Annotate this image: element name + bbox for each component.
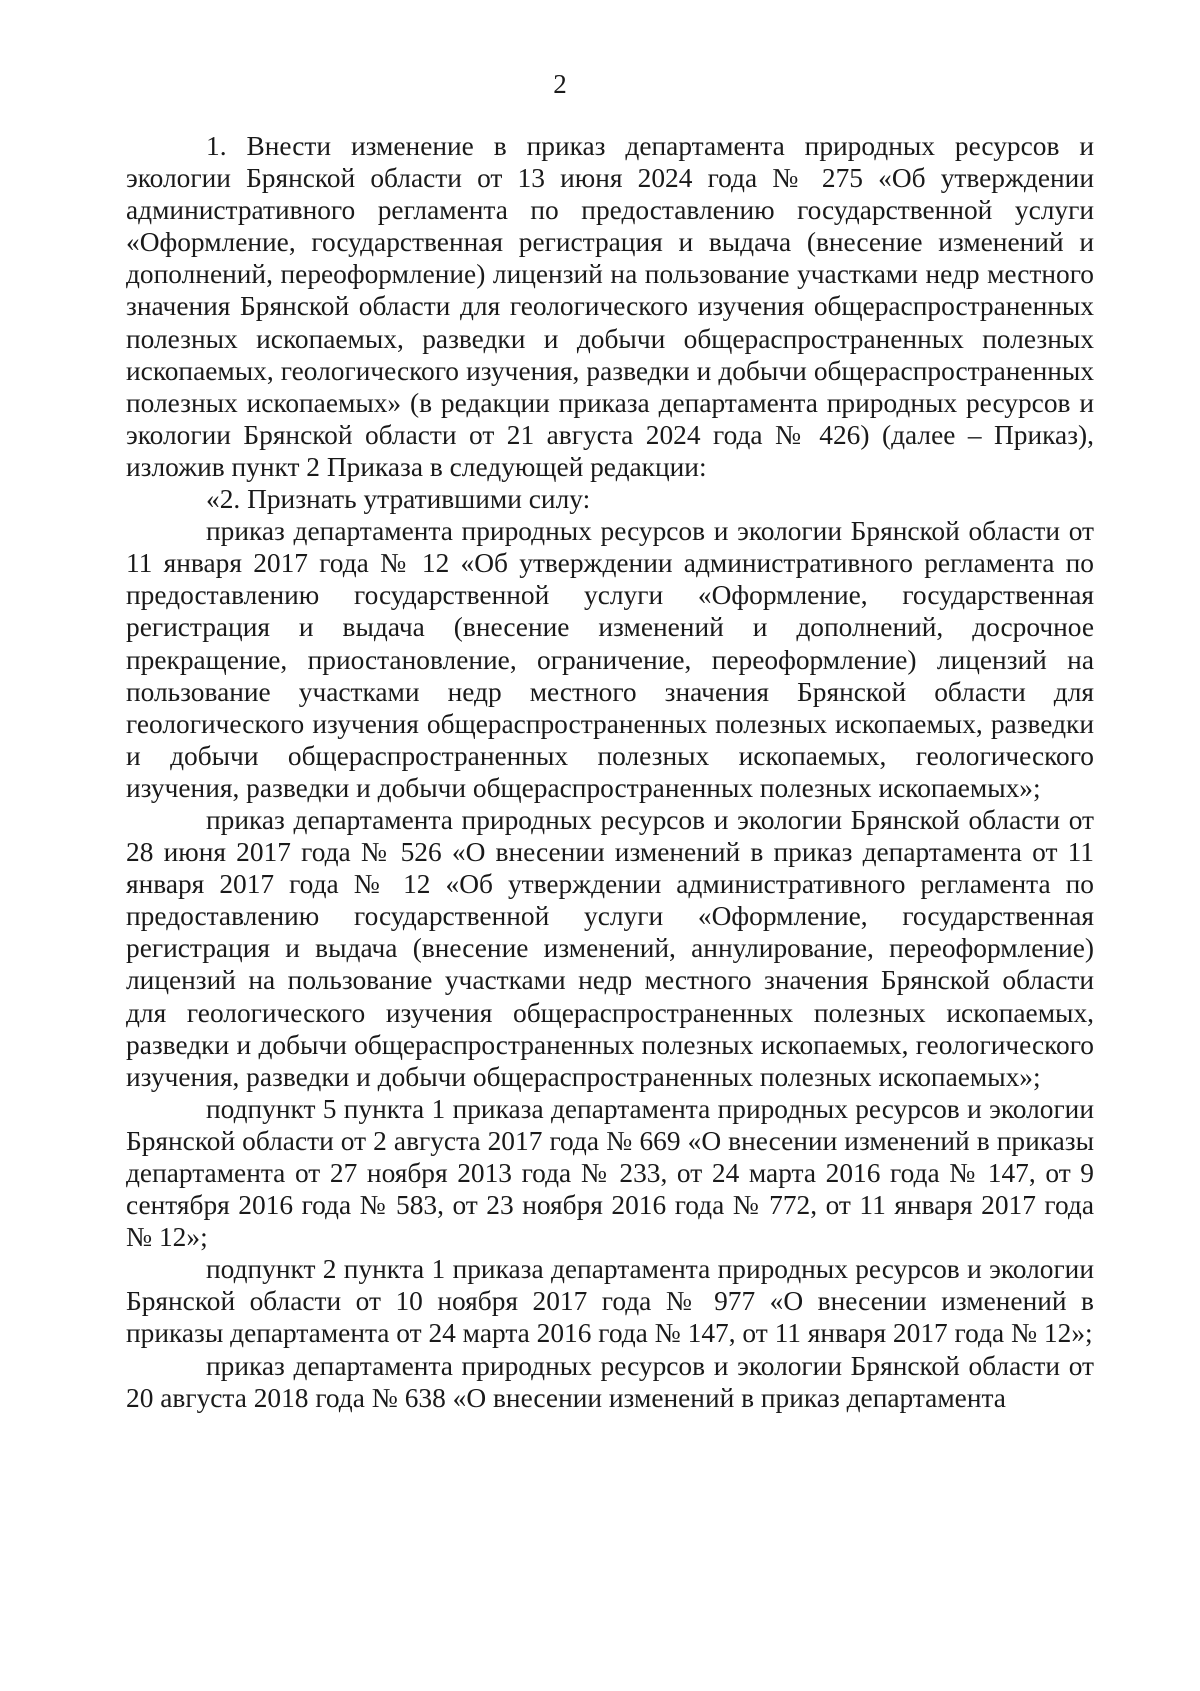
paragraph-repeal-heading: «2. Признать утратившими силу: [206, 484, 591, 515]
paragraph-amendment: 1. Внести изменение в приказ департамента природных ресурсов и экологии Брянской области от 13 июня 2024 года № 275 «Об утверждении административного регламента по предоставлению государственной услуги «Оформление, государственная регистрация и выдача (внесение изменений и дополнений, переоформление) лицензий на пользование участками недр местного значения Брянской области для геологического изучения общераспространенных полезных ископаемых, разведки и добычи общераспространенных полезных ископаемых, геологического изучения, разведки и добычи общераспространенных полезных ископаемых» (в редакции приказа департамента природных ресурсов и экологии Брянской области от 21 августа 2024 года № 426) (далее – Приказ), изложив пункт 2 Приказа в следующей редакции: [126, 131, 1094, 482]
paragraph-order-669: подпункт 5 пункта 1 приказа департамента природных ресурсов и экологии Брянской области от 2 августа 2017 года № 669 «О внесении изменений в приказы департамента от 27 ноября 2013 года № 233, от 24 марта 2016 года № 147, от 9 сентября 2016 года № 583, от 23 ноября 2016 года № 772, от 11 января 2017 года № 12»; [126, 1093, 1094, 1253]
paragraph-order-977: подпункт 2 пункта 1 приказа департамента природных ресурсов и экологии Брянской области от 10 ноября 2017 года № 977 «О внесении изменений в приказы департамента от 24 марта 2016 года № 147, от 11 января 2017 года № 12»; [126, 1254, 1094, 1349]
paragraph-order-526: приказ департамента природных ресурсов и экологии Брянской области от 28 июня 2017 года № 526 «О внесении изменений в приказ департамента от 11 января 2017 года № 12 «Об утверждении административного регламента по предоставлению государственной услуги «Оформление, государственная регистрация и выдача (внесение изменений, аннулирование, переоформление) лицензий на пользование участками недр местного значения Брянской области для геологического изучения общераспространенных полезных ископаемых, разведки и добычи общераспространенных полезных ископаемых, геологического изучения, разведки и добычи общераспространенных полезных ископаемых»; [126, 804, 1094, 1092]
paragraph-order-12: приказ департамента природных ресурсов и экологии Брянской области от 11 января 2017 года № 12 «Об утверждении административного регламента по предоставлению государственной услуги «Оформление, государственная регистрация и выдача (внесение изменений и дополнений, досрочное прекращение, приостановление, ограничение, переоформление) лицензий на пользование участками недр местного значения Брянской области для геологического изучения общераспространенных полезных ископаемых, разведки и добычи общераспространенных полезных ископаемых, геологического изучения, разведки и добычи общераспространенных полезных ископаемых»; [126, 516, 1094, 803]
paragraph-order-638: приказ департамента природных ресурсов и экологии Брянской области от 20 августа 2018 года № 638 «О внесении изменений в приказ департамента [126, 1350, 1094, 1413]
page-number: 2 [553, 69, 567, 99]
document-body [126, 130, 1094, 1414]
